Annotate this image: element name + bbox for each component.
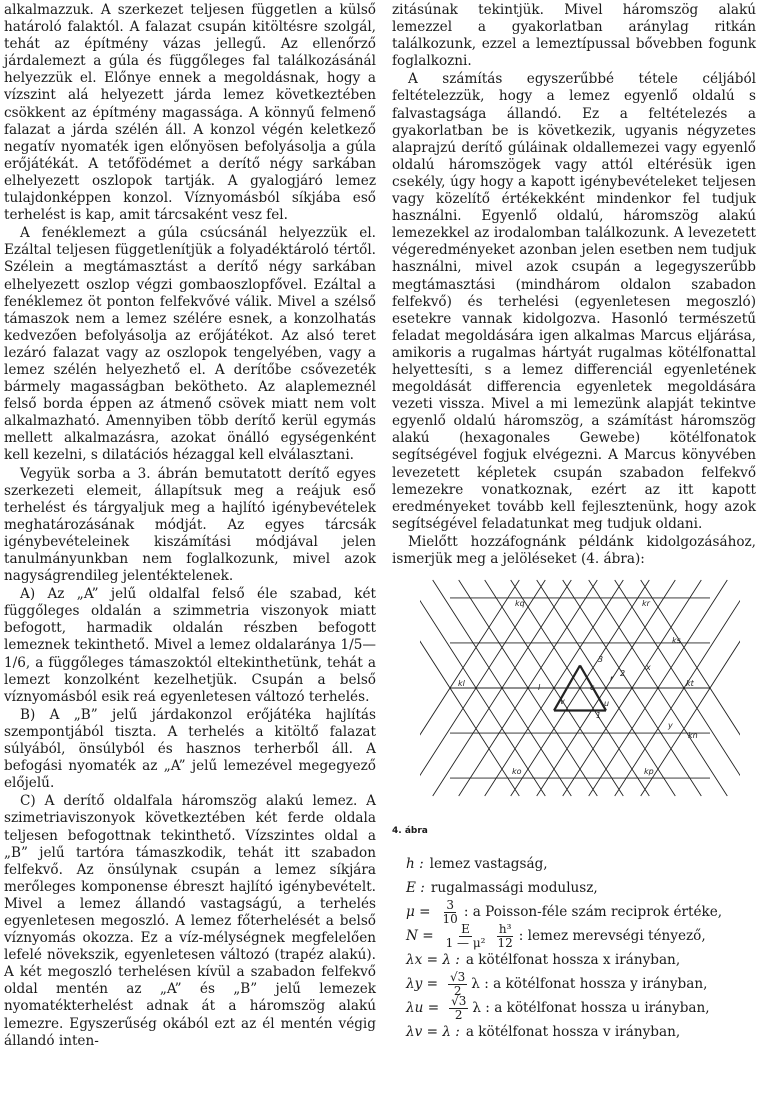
notation-text: λ : a kötélfonat hossza y irányban, xyxy=(471,976,708,992)
notation-row xyxy=(406,969,756,998)
notation-text: rugalmassági modulusz, xyxy=(430,880,598,896)
figure-label: y xyxy=(668,721,673,730)
fraction: $\frac{E}{\text{1 — μ²}}$ xyxy=(445,921,486,950)
figure-label: kn xyxy=(688,731,698,740)
paragraph: Vegyük sorba a 3. ábrán bemutatott derítő egyes szerkezeti elemeit, állapítsuk meg a reájuk eső terhelést és tárgyaljuk meg a hajlító igénybevételek meghatározásának módját. Az egyes tárcsák igénybevételeinek kiszámítási módjával jelen tanulmányunkban nem foglalkozunk, mivel azok nagyságrendileg jelentéktelenek. xyxy=(4,465,376,585)
fraction: $\frac{\text{h³}}{12}$ xyxy=(497,921,513,950)
figure-label: kl xyxy=(458,679,465,688)
notation-text: : a Poisson-féle szám reciprok értéke, xyxy=(463,904,723,920)
right-column xyxy=(392,2,756,568)
figure-label: ks xyxy=(672,636,681,645)
figure-label: r xyxy=(610,674,614,683)
notation-symbol: μ = xyxy=(406,904,431,920)
fraction: $\frac{√3}{2}$ xyxy=(451,993,467,1022)
figure-label: c xyxy=(590,683,595,692)
figure-label: 2 xyxy=(620,669,626,678)
paragraph: alkalmazzuk. A szerkezet teljesen független a külső határoló falaktól. A falazat csupán kitöltésre szolgál, tehát az építmény vázas jellegű. Az ellenőrző járdalemezt a gúla és függőleges fal találkozásánál helyezzük el. Előnye ennek a megoldásnak, hogy a vízszint alá helyezett járda lemez következtében csökkent az építmény magassága. A könnyű felmenő falazat a járda szélén áll. A konzol végén keletkező negatív nyomaték igen előnyösen befolyásolja a gúla erőjátékát. A tetőfödémet a derítő négy sarkában elhelyezett oszlopok tartják. A gyalogjáró lemez tulajdonképpen konzol. Víznyomásból síkjába eső terhelést is kap, amit tárcsaként vesz fel. xyxy=(4,2,376,224)
notation-text: lemez vastagság, xyxy=(429,856,548,872)
notation-text: a kötélfonat hossza v irányban, xyxy=(465,1024,681,1040)
paragraph: A számítás egyszerűbbé tétele céljából feltételezzük, hogy a lemez egyenlő oldalú s falvastagsága állandó. Ez a feltételezés a gyakorlatban be is következik, ugyanis négyzetes alaprajzú derítő gúláinak oldallemezei vagy egyenlő oldalú háromszögek vagy attól eltérésük igen csekély, úgy hogy a kapott igénybevételeket teljesen vagy közelítő értékekként mindenkor fel tudjuk használni. Egyenlő oldalú, háromszög alakú lemezekkel az irodalomban találkozunk. A levezetett végeredményeket azonban jelen esetben nem tudjuk használni, mivel azok csupán a legegyszerűbb megtámasztási (mindhárom oldalon szabadon felfekvő) és terhelési (egyenletesen megoszló) esetekre vannak kidolgozva. Hasonló természetű feladat megoldására igen alkalmas Marcus eljárása, amikoris a rugalmas hártyát rugalmas kötélfonattal helyettesíti, s a lemez differenciál egyenletének megoldását differencia egyenletek megoldására vezeti vissza. Mivel a mi lemezünk alapját tekintve egyenlő oldalú háromszög, a számítást háromszög alakú (hexagonales Gewebe) kötélfonatok segítségével fogjuk elvégezni. A Marcus könyvében levezetett képletek csupán szabadon felfekvő lemezekre vonatkoznak, ezért az itt kapott eredményeket tovább kell fejlesztenünk, hogy azok segítségével feladatunkat meg tudjuk oldani. xyxy=(392,71,756,532)
figure-label: 1 xyxy=(596,711,602,720)
notation-row xyxy=(406,993,756,1022)
figure-label: kq xyxy=(515,599,525,608)
notation-row xyxy=(406,1020,756,1044)
notation-row xyxy=(406,876,756,900)
notation-text: a kötélfonat hossza x irányban, xyxy=(465,952,681,968)
notation-row xyxy=(406,897,756,926)
paragraph: B) A „B” jelű járdakonzol erőjátéka hajlítás szempontjából tiszta. A terhelés a kitöltő falazat súlyából, önsúlyból és hasznos terherből áll. A befogási nyomaték az „A” jelű lemezével megegyező előjelű. xyxy=(4,706,376,792)
figure-label: 3 xyxy=(598,655,604,664)
notation-text: : lemez merevségi tényező, xyxy=(518,928,706,944)
figure-label: v xyxy=(560,697,565,706)
notation-symbol: λv = λ : xyxy=(406,1024,460,1040)
notation-symbol: λy = xyxy=(406,976,439,992)
notation-symbol: λu = xyxy=(406,1000,440,1016)
figure-label: l xyxy=(538,683,541,692)
notation-row xyxy=(406,921,756,950)
notation-symbol: N = xyxy=(406,928,434,944)
notation-row xyxy=(406,948,756,972)
figure-caption: 4. ábra xyxy=(392,826,428,836)
paragraph: A fenéklemezt a gúla csúcsánál helyezzük el. Ezáltal teljesen függetlenítjük a folyadéktároló tértől. Szélein a megtámasztást a derítő négy sarkában elhelyezett oszlop végzi gombaoszlopfővel. Ezáltal a fenéklemez öt ponton felfekvővé válik. Mivel a szélső támaszok nem a lemez szélére esnek, a konzolhatás kedvezően befolyásolja az erőjátékot. Az alsó teret lezáró falazat vagy az oszlopok tengelyében, vagy a lemez szélén helyezhető el. A derítőbe csővezeték bármely magasságban bekötheto. Az alaplemeznél felső borda éppen az átmenő csövek miatt nem volt alkalmazható. Amennyiben több derítő kerül egymás mellett alkalmazásra, azokat önálló egységenként kell kezelni, s dilatációs hézaggal kell elválasztani. xyxy=(4,225,376,464)
figure-label: x xyxy=(646,663,651,672)
notation-list xyxy=(406,852,756,1044)
figure-label: kt xyxy=(686,679,694,688)
notation-symbol: h : xyxy=(406,856,424,872)
figure-label: ko xyxy=(512,767,522,776)
figure-label: kr xyxy=(642,599,650,608)
paragraph: zitásúnak tekintjük. Mivel háromszög alakú lemezzel a gyakorlatban aránylag ritkán találkozunk, ezzel a lemeztípussal bővebben fogunk foglalkozni. xyxy=(392,2,756,70)
paragraph: Mielőtt hozzáfognánk példánk kidolgozásához, ismerjük meg a jelöléseket (4. ábra): xyxy=(392,533,756,567)
paragraph: C) A derítő oldalfala háromszög alakú lemez. A szimetriaviszonyok következtében két ferde oldala teljesen befogottnak tekinthető. Vízszintes oldal a „B” jelű tartóra támaszkodik, tehát itt szabadon felfekvő. Az önsúlynak csupán a lemez síkjára merőleges komponense ébreszt hajlító igénybevételt. Mivel a lemez állandó vastagságú, a terhelés egyenletesen megoszló. A lemez főterhelését a belső víznyomás okozza. Ez a víz-mélységnek megfelelően lefelé növekszik, egyenletesen változó (trapéz alakú). A két megoszló terhelésen kívül a szabadon felfekvő oldal mentén az „A” és „B” jelű lemezek nyomatékterhelést adnak át a háromszög alakú lemezre. Egyszerűség okából ezt az él mentén végig állandó inten- xyxy=(4,793,376,1049)
notation-row xyxy=(406,852,756,876)
notation-symbol: E : xyxy=(406,880,425,896)
paragraph: A) Az „A” jelű oldalfal felső éle szabad, két függőleges oldalán a szimmetria viszonyok miatt befogott, harmadik oldalán részben befogott lemeznek tekinthető. Mivel a lemez oldalaránya 1/5—1/6, a függőleges támaszoktól eltekinthetünk, tehát a lemezt konzolként kezelhetjük. Csupán a belső víznyomásból esik reá egyenletesen változó terhelés. xyxy=(4,586,376,705)
figure-label: kp xyxy=(644,767,654,776)
fraction: $\frac{√3}{2}$ xyxy=(450,969,466,998)
notation-text: λ : a kötélfonat hossza u irányban, xyxy=(472,1000,710,1016)
triangle-mesh-figure xyxy=(420,578,740,818)
notation-symbol: λx = λ : xyxy=(406,952,460,968)
fraction: $\frac{3}{10}$ xyxy=(442,897,458,926)
figure-label: u xyxy=(604,699,610,708)
left-column xyxy=(4,2,376,1050)
